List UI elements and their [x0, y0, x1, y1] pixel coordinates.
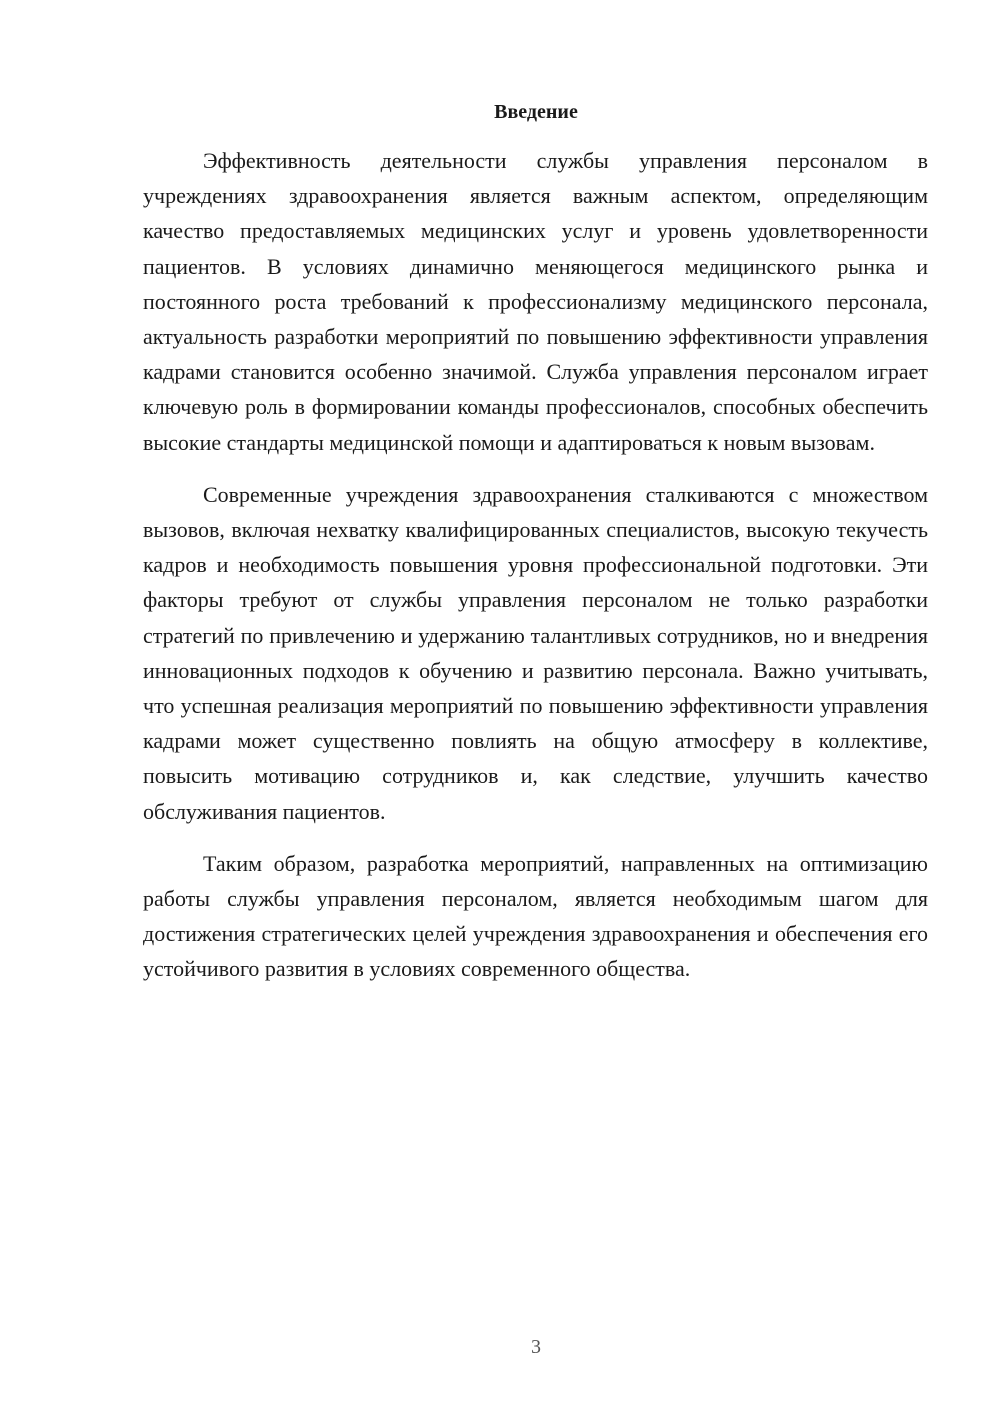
body-text: [143, 143, 928, 987]
paragraph-2: Современные учреждения здравоохранения сталкиваются с множеством вызовов, включая нехватку квалифицированных специалистов, высокую текучесть кадров и необходимость повышения уровня профессиональной подготовки. Эти факторы требуют от службы управления персоналом не только разработки стратегий по привлечению и удержанию талантливых сотрудников, но и внедрения инновационных подходов к обучению и развитию персонала. Важно учитывать, что успешная реализация мероприятий по повышению эффективности управления кадрами может существенно повлиять на общую атмосферу в коллективе, повысить мотивацию сотрудников и, как следствие, улучшить качество обслуживания пациентов.: [143, 481, 928, 824]
page-number: 3: [531, 1336, 541, 1358]
paragraph-1: Эффективность деятельности службы управления персоналом в учреждениях здравоохранения является важным аспектом, определяющим качество предоставляемых медицинских услуг и уровень удовлетворенности пациентов. В условиях динамично меняющегося медицинского рынка и постоянного роста требований к профессионализму медицинского персонала, актуальность разработки мероприятий по повышению эффективности управления кадрами становится особенно значимой. Служба управления персоналом играет ключевую роль в формировании команды профессионалов, способных обеспечить высокие стандарты медицинской помощи и адаптироваться к новым вызовам.: [143, 148, 928, 455]
section-title: Введение: [494, 101, 578, 123]
paragraph-3: Таким образом, разработка мероприятий, направленных на оптимизацию работы службы управления персоналом, является необходимым шагом для достижения стратегических целей учреждения здравоохранения и обеспечения его устойчивого развития в условиях современного общества.: [143, 850, 928, 982]
